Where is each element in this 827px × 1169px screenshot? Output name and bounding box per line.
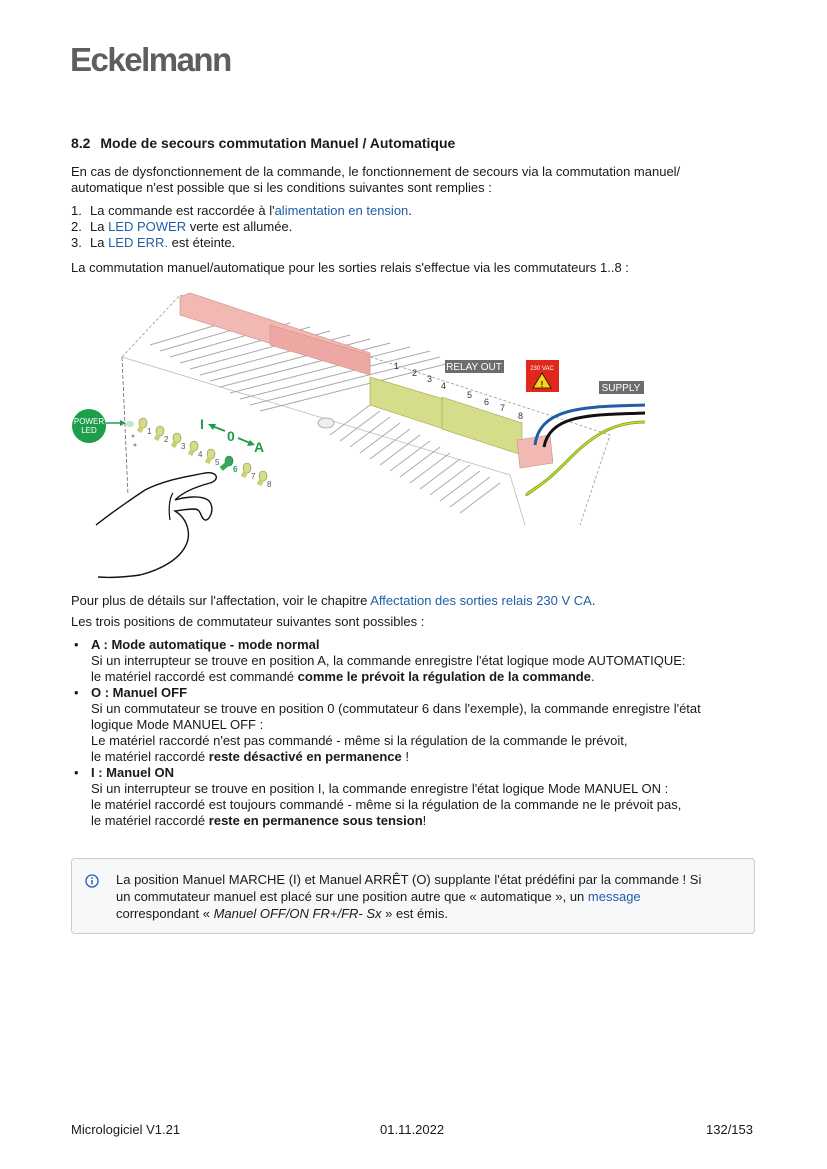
switch-number: 2	[164, 435, 169, 444]
bullet: •	[74, 685, 79, 700]
section-title: Mode de secours commutation Manuel / Automatique	[100, 135, 456, 151]
relay-number: 6	[484, 397, 490, 407]
switch-number: 1	[147, 427, 152, 436]
position-I-label: I	[200, 416, 204, 432]
bullet: •	[74, 637, 79, 652]
supply-label: SUPPLY	[601, 383, 641, 394]
info-note-text	[116, 871, 746, 922]
mode-title: I : Manuel ON	[91, 765, 175, 780]
condition-text: .	[408, 203, 412, 218]
mode-item-manual-on	[71, 765, 761, 829]
toggle-switch[interactable]	[188, 441, 198, 456]
mode-text: le matériel raccordé est commandé comme le prévoit la régulation de la commande.	[91, 669, 595, 684]
bullet: •	[74, 765, 79, 780]
condition-number: 3.	[71, 235, 82, 250]
info-line: correspondant « Manuel OFF/ON FR+/FR- Sx » est émis.	[116, 906, 448, 921]
modes-list	[71, 637, 761, 829]
position-0-label: 0	[227, 428, 235, 444]
toggle-switch[interactable]	[154, 426, 164, 441]
mode-text: le matériel raccordé est toujours commandé - même si la régulation de la commande ne le prévoit pas,	[91, 797, 682, 812]
relay-number: 3	[427, 374, 433, 384]
mode-text: Si un interrupteur se trouve en position I, la commande enregistre l'état logique Mode MANUEL ON :	[91, 781, 669, 796]
power-led-label: LED	[81, 426, 97, 435]
mode-text: Si un commutateur se trouve en position 0 (commutateur 6 dans l'exemple), la commande enregistre l'état	[91, 701, 701, 716]
info-line: La position Manuel MARCHE (I) et Manuel ARRÊT (O) supplante l'état prédéfini par la commande ! Si	[116, 872, 702, 887]
condition-text: La	[90, 219, 109, 234]
mode-title: A : Mode automatique - mode normal	[91, 637, 320, 652]
info-line: un commutateur manuel est placé sur une position autre que « automatique », un message	[116, 889, 641, 904]
mode-text: le matériel raccordé reste désactivé en permanence !	[91, 749, 409, 764]
toggle-switch[interactable]	[241, 463, 251, 478]
toggle-switch[interactable]	[257, 471, 267, 486]
condition-item	[71, 219, 412, 235]
relay-number: 8	[518, 411, 524, 421]
switch-number: 4	[198, 450, 203, 459]
link-affectation-sorties-relais[interactable]: Affectation des sorties relais 230 V CA	[370, 593, 592, 608]
footer-date: 01.11.2022	[380, 1122, 445, 1137]
details-text: Pour plus de détails sur l'affectation, voir le chapitre	[71, 593, 371, 608]
position-A-label: A	[254, 439, 265, 455]
relay-number: 4	[441, 381, 447, 391]
link-message[interactable]: message	[587, 889, 641, 904]
condition-text: est éteinte.	[168, 235, 236, 250]
intro-line-1: En cas de dysfonctionnement de la commande, le fonctionnement de secours via la commutation manuel/	[71, 164, 681, 179]
link-led-power[interactable]: LED POWER	[108, 219, 187, 234]
conditions-list	[71, 203, 412, 251]
condition-number: 2.	[71, 219, 82, 234]
relay-number: 7	[500, 403, 506, 413]
condition-item	[71, 235, 412, 251]
toggle-switch-active[interactable]	[220, 456, 233, 471]
info-circle-icon	[85, 874, 99, 888]
relay-number: 1	[394, 361, 400, 371]
power-led	[126, 421, 134, 427]
mode-item-manual-off	[71, 685, 761, 765]
section-number: 8.2	[71, 135, 91, 151]
voltage-label: 230 VAC	[530, 366, 554, 372]
mode-item-automatic	[71, 637, 761, 685]
intro-paragraph	[71, 164, 761, 196]
svg-text:!: !	[540, 380, 544, 389]
section-heading	[71, 135, 455, 151]
mode-text: le matériel raccordé reste en permanence sous tension!	[91, 813, 427, 828]
switch-number: 8	[267, 480, 272, 489]
condition-text: verte est allumée.	[186, 219, 293, 234]
intro-line-2: automatique n'est possible que si les conditions suivantes sont remplies :	[71, 180, 492, 195]
footer-firmware-version: Micrologiciel V1.21	[71, 1122, 181, 1137]
company-logo: Eckelmann	[70, 41, 231, 78]
switch-number: 3	[181, 442, 186, 451]
toggle-switch[interactable]	[137, 418, 147, 433]
power-led-label: POWER	[73, 417, 105, 426]
condition-item	[71, 203, 412, 219]
details-text: .	[591, 593, 596, 608]
mode-text: Si un interrupteur se trouve en position A, la commande enregistre l'état logique mode AUTOMATIQUE:	[91, 653, 686, 668]
controller-illustration	[70, 285, 660, 585]
mode-text: Le matériel raccordé n'est pas commandé - même si la régulation de la commande le prévoit,	[91, 733, 628, 748]
device-drawing	[70, 285, 660, 585]
toggle-switch[interactable]	[205, 449, 215, 464]
footer-page-number: 132/153	[706, 1122, 753, 1137]
info-note-box	[71, 858, 755, 934]
condition-text: La commande est raccordée à l'	[90, 203, 275, 218]
relay-number: 5	[467, 390, 473, 400]
link-alimentation[interactable]: alimentation en tension	[274, 203, 409, 218]
mode-title: O : Manuel OFF	[91, 685, 188, 700]
switch-number-active: 6	[233, 465, 238, 474]
link-led-err[interactable]: LED ERR.	[108, 235, 169, 250]
mode-text: logique Mode MANUEL OFF :	[91, 717, 264, 732]
switch-number: 5	[215, 458, 220, 467]
details-paragraph	[71, 593, 761, 609]
relay-number: 2	[412, 368, 418, 378]
switch-intro: La commutation manuel/automatique pour les sorties relais s'effectue via les commutateurs 1..8 :	[71, 260, 629, 275]
relay-out-label: RELAY OUT	[446, 362, 502, 373]
hand-drawing	[96, 473, 216, 578]
toggle-switch[interactable]	[171, 433, 181, 448]
switch-number: 7	[251, 472, 256, 481]
condition-text: La	[90, 235, 109, 250]
condition-number: 1.	[71, 203, 82, 218]
positions-intro: Les trois positions de commutateur suivantes sont possibles :	[71, 614, 425, 629]
